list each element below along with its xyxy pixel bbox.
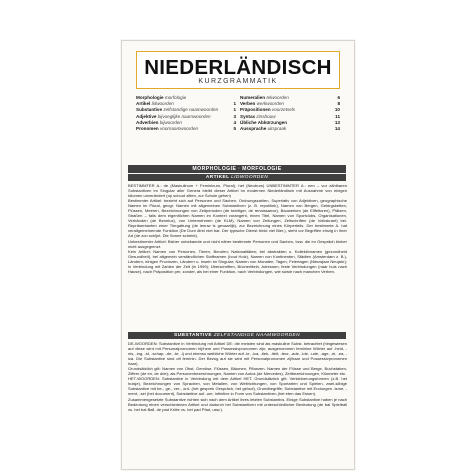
toc-entry-label [240, 126, 286, 132]
toc-entry-page: 1 [233, 101, 236, 107]
toc-entry-translation: bijvoeglijke naamwoorden [157, 113, 211, 119]
artikel-text [128, 183, 347, 274]
toc-entry-page: 1 [233, 107, 236, 113]
toc-entry-label [136, 126, 198, 132]
band-substantive-label: SUBSTANTIVE [174, 333, 212, 338]
toc-entry-title: Numeralien [240, 95, 266, 100]
band-morphologie-label: MORPHOLOGIE · MORFOLOGIE [192, 166, 282, 172]
paragraph: Grundsätzlich gilt: Namen von Obst, Gemüse, Flüssen, Bäumen, Pflanzen. Namen der Flüsse und Berge, Buchstaben, Ziffern (de en, de drie); als Personenbezeichnungen, Namen von Autos (de Mercedes), Zeitbezeichnungen, Kilometer etc. [128, 366, 347, 377]
card-subtitle: KURZGRAMMATIK [198, 78, 278, 85]
grammar-card [121, 40, 355, 470]
section-band-substantive [128, 332, 346, 339]
toc-entry-page: 6 [337, 95, 340, 100]
toc-entry-page: 4 [233, 119, 236, 125]
toc-entry-translation: morfologie [164, 95, 187, 100]
toc-entry-title: Verben [240, 101, 256, 107]
paragraph: Zusammengesetzte Substantive richten sich nach dem Artikel ihres letzten Substantivs. Einige Substantive haben je nach Bedeutung einen verschiedenen Artikel und dadurch bei Substantiven mit unterschiedlicher Bedeutung (de bal Spielball vs. het bal Ball, de pad Kröte vs. het pad Pfad, usw.). [128, 396, 347, 412]
toc-entry [240, 126, 340, 132]
toc-entry-page: 8 [337, 101, 340, 107]
paragraph: Kein Artikel: Namen von Personen, Tieren, Berufen; Nationalitäten; bei abstrakten u. Kollektivnamen (gezondheid Gesundheit), bei allgemein verständlichen Stoffnamen (hout Holz), Namen von Kontinenten, Städten (Amsterdam z. B.), Ländern, einigen Provinzen, Ländern u. Inseln im Singular; Namen von Monaten, Tagen, Feiertagen (Nieuwjaar Neujahr); in Verbindung mit Zahlen der Zeit (in 1999); Überschriften, Büchertiteln, Adressen; feste Verbindungen (naar huis nach Hause), nach Präposition per, zonder, als bei einer Funktion, nach Verbindungen, wie sowie nach manchen Verben. [128, 248, 347, 274]
card-title: NIEDERLÄNDISCH [144, 56, 332, 79]
table-of-contents [136, 95, 340, 159]
toc-entry-translation: zelfstandige naamwoorden [163, 107, 219, 113]
substantive-text [128, 341, 347, 412]
band-substantive-nl: ZELFSTANDIGE NAAMWOORDEN [213, 333, 300, 338]
toc-entry-translation: voornaamwoorden [160, 126, 199, 132]
toc-entry [136, 126, 236, 132]
paragraph: Bestimmter Artikel: bezieht sich auf Personen und Sachen, Ordnungszahlen, Superlativ von Adjektiven, geographische Namen im Plural, geogr. Namen mit allgemeinen Substantiven (z. B. republiek), Namen von Bergen, Gebirgsketten, Flüssen, Meeren, Bezeichnungen von Zeitperioden (de twintiger, de renaissance), Bauwerken (de Eiffeltoren), Plätzen, Straßen – falls dem eigentlichen Namen im Kontext vorangeht, einen Titel, Namen von Sportclubs, Organisationen, Verbänden (de Benelux), von Unternehmen (de KLM), Namen von Zeitungen, Zeitschriften (de Volkskrant) bei. Repräsentanten einer Tiergattung (de leeuw is gevaarlijk), zur Bezeichnung eines Körperteils. Der bestimmte A. hat verallgemeinernde Funktion (De Dom dirkt niet bar. Der typische Dienst trinkt viel Bier.), steht vor Begriffen einzig in ihrer Art (de zon schijnt. Die Sonne scheint). [128, 198, 347, 239]
paragraph: BESTIMMTER A.: de (Maskulinum + Femininum, Plural), het (Neutrum) UNBESTIMMTER A.: een – vor zählbaren Substantiven im Singular aller Genera bleibt dieser Artikel im modernen Niederländisch mit Ausnahme von einigen Idiomen unverändert (op schoot zitten, zur Schule gehen) [128, 183, 347, 199]
paragraph: Unbestimmter Artikel: Bisher unbekannte und nicht näher bestimmte Personen und Sachen, bzw. die im Gespräch bisher nicht ausgegrenzt. [128, 238, 347, 249]
toc-entry-page: 11 [335, 113, 340, 119]
paragraph: DE-WOORDEN: Substantive in Verbindung mit Artikel DE: die meisten sind als maskuline Subst. betrachtet (hingewiesen auf diese wird mit Personalpronomen hij/hem und Possessivpronomen zijn; ausgenommen feminine Wörter auf -heid, -nis, -ing, -st, -schap, -de, -te, -ij und ebenso weibliche Wörter auf -ie, -ica, -tiek, -iteit, -teur, -ade, -ide, -ude, -age, -ei, -ea, -ica. Die Substantive sind oft feminin. Der Bezug auf sie wird mit Personalpronomen zij/haar und Possessivpronomen haar). [128, 341, 347, 367]
toc-entry-title: Morphologie [136, 95, 164, 100]
toc-entry-translation: lidwoorden [151, 101, 174, 107]
section-band-artikel [128, 174, 346, 181]
toc-entry-title: Präpositionen [240, 107, 271, 113]
toc-entry-page: 13 [334, 119, 340, 125]
paragraph: HET-WOORDEN: Substantive in Verbindung mit dem Artikel HET. Grundsätzlich gilt: Verkleinerungsformen (z.B. het huisje), Bezeichnungen von Sprachen, von Metallen, von Weltrichtungen, von Sportarten und Spielen, zwei-silbige Substantive mit be-, ge-, ver-, ont- (het gesprek Gespräch, het geloof), Grundbegriffe; Substantive mit Endungen -isme, -ment, -sel (het document), Substantive auf -um; Infinitive in Form von Substantiven (het eten das Essen). [128, 376, 347, 397]
toc-entry-translation: zinsbouw [256, 113, 276, 119]
toc-entry-translation: voorzetsels [271, 107, 296, 113]
toc-entry-title: Aussprache [240, 126, 267, 132]
toc-entry-title: Übliche Abkürzungen [240, 119, 288, 125]
toc-entry-title: Adjektive [136, 113, 157, 119]
toc-entry-page: 14 [334, 126, 340, 132]
toc-entry-title: Pronomen [136, 126, 159, 132]
band-artikel-label: ARTIKEL [205, 175, 230, 180]
section-band-morphologie [128, 165, 346, 173]
band-artikel-nl: LIDWOORDEN [231, 175, 269, 180]
toc-entry-title: Adverbien [136, 119, 159, 125]
toc-left-column [136, 95, 236, 132]
toc-entry-title: Substantive [136, 107, 163, 113]
toc-entry-title: Syntax [240, 113, 256, 119]
toc-right-column [240, 95, 340, 132]
toc-entry-translation: werkwoorden [256, 101, 284, 107]
toc-entry-page: 5 [233, 126, 236, 132]
toc-entry-title: Artikel [136, 101, 151, 107]
title-box [136, 51, 340, 89]
toc-entry-translation: telwoorden [266, 95, 289, 100]
toc-entry-page: 3 [233, 113, 236, 119]
toc-entry-translation: uitspraak [267, 126, 287, 132]
toc-entry-page: 10 [334, 107, 340, 113]
toc-entry-translation: bijwoorden [159, 119, 182, 125]
